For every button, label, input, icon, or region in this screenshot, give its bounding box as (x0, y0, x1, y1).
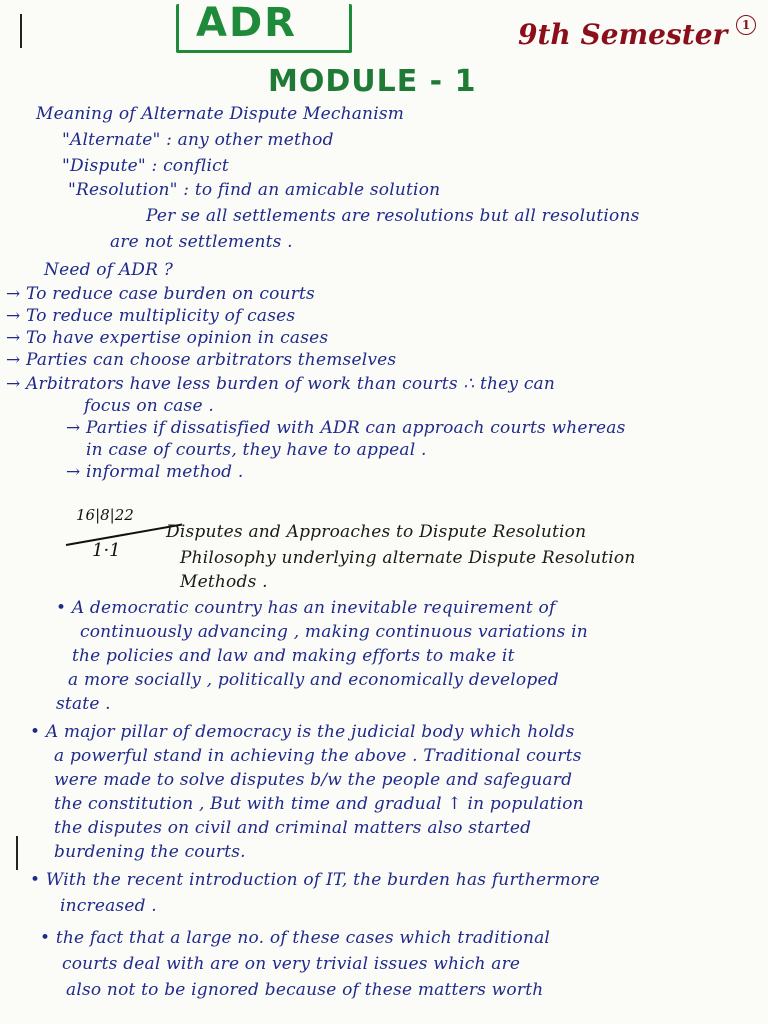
bullet-line: • the fact that a large no. of these cases which traditional (40, 928, 551, 948)
bullet-line: state . (56, 694, 111, 714)
section-subtitle: Philosophy underlying alternate Dispute Resolution (180, 548, 636, 568)
need-item: focus on case . (84, 396, 214, 416)
need-item: → To reduce case burden on courts (6, 284, 315, 304)
bullet-line: courts deal with are on very trivial issues which are (62, 954, 521, 974)
bullet-line: • A major pillar of democracy is the judicial body which holds (30, 722, 575, 742)
bullet-line: burdening the courts. (54, 842, 246, 862)
need-subitem: → Parties if dissatisfied with ADR can approach courts whereas (66, 418, 626, 438)
page-number-badge (736, 14, 756, 35)
intro-note-line-1: Per se all settlements are resolutions but all resolutions (146, 206, 640, 226)
date-underline (66, 524, 183, 546)
need-heading: Need of ADR ? (44, 260, 174, 280)
def-dispute: "Dispute" : conflict (62, 156, 229, 176)
need-item: → To have expertise opinion in cases (6, 328, 329, 348)
need-item: → Arbitrators have less burden of work than courts ∴ they can (6, 374, 556, 394)
page-number: 1 (736, 15, 756, 35)
module-heading: MODULE - 1 (268, 64, 477, 99)
bullet-line: continuously advancing , making continuous variations in (80, 622, 588, 642)
page-title: ADR (196, 0, 297, 46)
intro-note-line-2: are not settlements . (110, 232, 293, 252)
bullet-line: the policies and law and making efforts to make it (72, 646, 515, 666)
bullet-line: • With the recent introduction of IT, the burden has furthermore (30, 870, 600, 890)
def-resolution: "Resolution" : to find an amicable solution (68, 180, 441, 200)
bullet-line: the constitution , But with time and gradual ↑ in population (54, 794, 584, 814)
bullet-line: • A democratic country has an inevitable requirement of (56, 598, 556, 618)
intro-heading: Meaning of Alternate Dispute Mechanism (36, 104, 405, 124)
margin-mark-top (20, 14, 22, 48)
need-item: → Parties can choose arbitrators themselves (6, 350, 397, 370)
section-number: 1·1 (92, 540, 121, 561)
bullet-line: increased . (60, 896, 157, 916)
need-subitem: in case of courts, they have to appeal . (86, 440, 427, 460)
need-item: → To reduce multiplicity of cases (6, 306, 296, 326)
section-date: 16|8|22 (76, 506, 134, 524)
margin-mark-middle (16, 836, 18, 870)
def-alternate: "Alternate" : any other method (62, 130, 334, 150)
section-subtitle: Methods . (180, 572, 268, 592)
bullet-line: were made to solve disputes b/w the people and safeguard (54, 770, 573, 790)
bullet-line: a powerful stand in achieving the above . Traditional courts (54, 746, 582, 766)
need-subitem: → informal method . (66, 462, 244, 482)
bullet-line: a more socially , politically and economically developed (68, 670, 559, 690)
bullet-line: also not to be ignored because of these matters worth (66, 980, 544, 1000)
semester-label (518, 18, 727, 51)
bullet-line: the disputes on civil and criminal matters also started (54, 818, 532, 838)
semester-text: 9th Semester (518, 18, 728, 51)
section-title: Disputes and Approaches to Dispute Resolution (166, 522, 587, 542)
